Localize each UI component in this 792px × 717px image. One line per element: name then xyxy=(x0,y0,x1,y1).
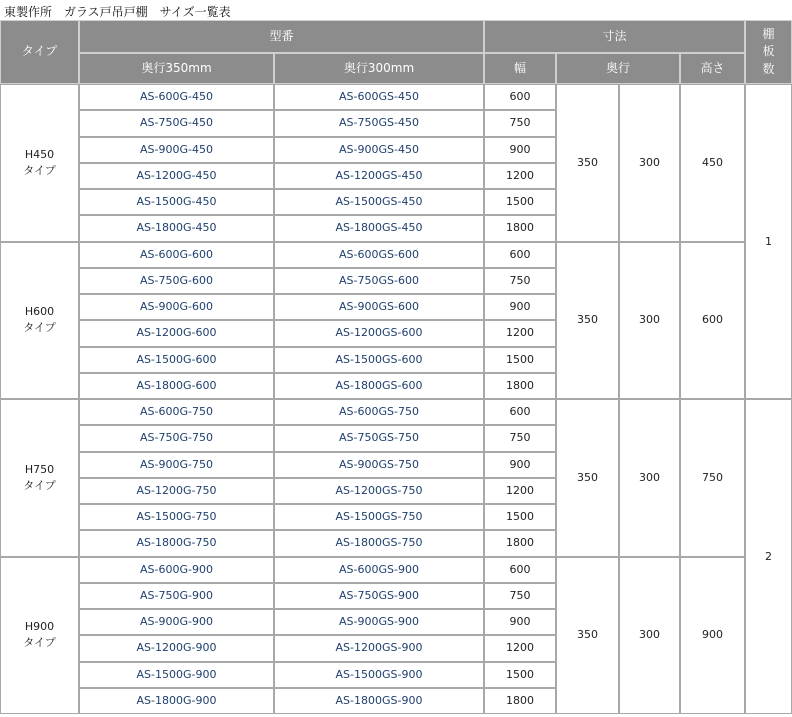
width-cell: 1800 xyxy=(484,373,556,399)
type-name: H900 xyxy=(24,620,55,634)
shelf-count-cell: 2 xyxy=(745,399,792,714)
width-cell: 1800 xyxy=(484,688,556,714)
width-cell: 900 xyxy=(484,609,556,635)
model-g-cell: AS-900G-900 xyxy=(79,609,274,635)
width-cell: 750 xyxy=(484,583,556,609)
model-g-cell: AS-1200G-900 xyxy=(79,635,274,661)
model-g-cell: AS-600G-900 xyxy=(79,557,274,583)
model-g-cell: AS-1800G-600 xyxy=(79,373,274,399)
depth-300-cell: 300 xyxy=(619,557,680,715)
model-g-cell: AS-900G-450 xyxy=(79,137,274,163)
model-gs-cell: AS-1800GS-600 xyxy=(274,373,484,399)
model-gs-cell: AS-1500GS-600 xyxy=(274,347,484,373)
header-type: タイプ xyxy=(0,20,79,84)
type-suffix: タイプ xyxy=(23,478,56,492)
model-g-cell: AS-900G-600 xyxy=(79,294,274,320)
width-cell: 1500 xyxy=(484,504,556,530)
model-gs-cell: AS-600GS-450 xyxy=(274,84,484,110)
model-g-cell: AS-1200G-750 xyxy=(79,478,274,504)
model-g-cell: AS-750G-900 xyxy=(79,583,274,609)
depth-350-cell: 350 xyxy=(556,399,619,557)
width-cell: 1500 xyxy=(484,347,556,373)
width-cell: 600 xyxy=(484,84,556,110)
type-name: H750 xyxy=(24,462,55,476)
width-cell: 1500 xyxy=(484,662,556,688)
width-cell: 600 xyxy=(484,242,556,268)
type-suffix: タイプ xyxy=(23,636,56,650)
model-gs-cell: AS-600GS-750 xyxy=(274,399,484,425)
depth-350-cell: 350 xyxy=(556,84,619,242)
type-suffix: タイプ xyxy=(23,163,56,177)
model-gs-cell: AS-1200GS-600 xyxy=(274,320,484,346)
depth-350-cell: 350 xyxy=(556,242,619,400)
width-cell: 900 xyxy=(484,137,556,163)
height-cell: 450 xyxy=(680,84,745,242)
width-cell: 1800 xyxy=(484,215,556,241)
depth-300-cell: 300 xyxy=(619,399,680,557)
width-cell: 750 xyxy=(484,268,556,294)
shelf-count-cell: 1 xyxy=(745,84,792,399)
model-gs-cell: AS-750GS-600 xyxy=(274,268,484,294)
width-cell: 1200 xyxy=(484,163,556,189)
model-g-cell: AS-1500G-750 xyxy=(79,504,274,530)
header-dimensions: 寸法 xyxy=(484,20,745,53)
header-shelf-count: 棚 板 数 xyxy=(745,20,792,84)
model-g-cell: AS-1800G-900 xyxy=(79,688,274,714)
model-gs-cell: AS-600GS-600 xyxy=(274,242,484,268)
type-suffix: タイプ xyxy=(23,321,56,335)
page-title: 東製作所 ガラス戸吊戸棚 サイズ一覧表 xyxy=(4,5,231,19)
width-cell: 1200 xyxy=(484,320,556,346)
width-cell: 1200 xyxy=(484,478,556,504)
width-cell: 1800 xyxy=(484,530,556,556)
model-g-cell: AS-1800G-750 xyxy=(79,530,274,556)
depth-300-cell: 300 xyxy=(619,84,680,242)
model-gs-cell: AS-900GS-900 xyxy=(274,609,484,635)
height-cell: 600 xyxy=(680,242,745,400)
model-gs-cell: AS-1500GS-750 xyxy=(274,504,484,530)
model-g-cell: AS-900G-750 xyxy=(79,452,274,478)
model-gs-cell: AS-750GS-750 xyxy=(274,425,484,451)
type-cell xyxy=(0,399,79,557)
depth-350-cell: 350 xyxy=(556,557,619,715)
model-gs-cell: AS-900GS-750 xyxy=(274,452,484,478)
width-cell: 900 xyxy=(484,452,556,478)
model-gs-cell: AS-600GS-900 xyxy=(274,557,484,583)
header-width: 幅 xyxy=(484,53,556,84)
model-gs-cell: AS-750GS-900 xyxy=(274,583,484,609)
type-cell xyxy=(0,557,79,715)
width-cell: 750 xyxy=(484,110,556,136)
type-name: H600 xyxy=(24,305,55,319)
depth-300-cell: 300 xyxy=(619,242,680,400)
model-g-cell: AS-1500G-450 xyxy=(79,189,274,215)
width-cell: 1200 xyxy=(484,635,556,661)
width-cell: 1500 xyxy=(484,189,556,215)
width-cell: 750 xyxy=(484,425,556,451)
header-depth-300: 奥行300mm xyxy=(274,53,484,84)
model-g-cell: AS-600G-600 xyxy=(79,242,274,268)
model-gs-cell: AS-1800GS-900 xyxy=(274,688,484,714)
type-cell xyxy=(0,242,79,400)
header-model: 型番 xyxy=(79,20,484,53)
model-gs-cell: AS-1200GS-750 xyxy=(274,478,484,504)
model-g-cell: AS-750G-750 xyxy=(79,425,274,451)
width-cell: 900 xyxy=(484,294,556,320)
model-gs-cell: AS-1800GS-750 xyxy=(274,530,484,556)
model-g-cell: AS-750G-600 xyxy=(79,268,274,294)
header-depth: 奥行 xyxy=(556,53,680,84)
header-height: 高さ xyxy=(680,53,745,84)
width-cell: 600 xyxy=(484,557,556,583)
model-gs-cell: AS-900GS-600 xyxy=(274,294,484,320)
model-g-cell: AS-600G-450 xyxy=(79,84,274,110)
type-cell xyxy=(0,84,79,242)
model-gs-cell: AS-1800GS-450 xyxy=(274,215,484,241)
model-gs-cell: AS-1500GS-450 xyxy=(274,189,484,215)
model-gs-cell: AS-1200GS-450 xyxy=(274,163,484,189)
model-g-cell: AS-1200G-600 xyxy=(79,320,274,346)
model-g-cell: AS-1200G-450 xyxy=(79,163,274,189)
height-cell: 900 xyxy=(680,557,745,715)
model-gs-cell: AS-900GS-450 xyxy=(274,137,484,163)
model-gs-cell: AS-1500GS-900 xyxy=(274,662,484,688)
model-g-cell: AS-600G-750 xyxy=(79,399,274,425)
model-gs-cell: AS-1200GS-900 xyxy=(274,635,484,661)
model-g-cell: AS-1800G-450 xyxy=(79,215,274,241)
model-gs-cell: AS-750GS-450 xyxy=(274,110,484,136)
model-g-cell: AS-1500G-900 xyxy=(79,662,274,688)
header-depth-350: 奥行350mm xyxy=(79,53,274,84)
type-name: H450 xyxy=(24,147,55,161)
model-g-cell: AS-750G-450 xyxy=(79,110,274,136)
height-cell: 750 xyxy=(680,399,745,557)
width-cell: 600 xyxy=(484,399,556,425)
model-g-cell: AS-1500G-600 xyxy=(79,347,274,373)
